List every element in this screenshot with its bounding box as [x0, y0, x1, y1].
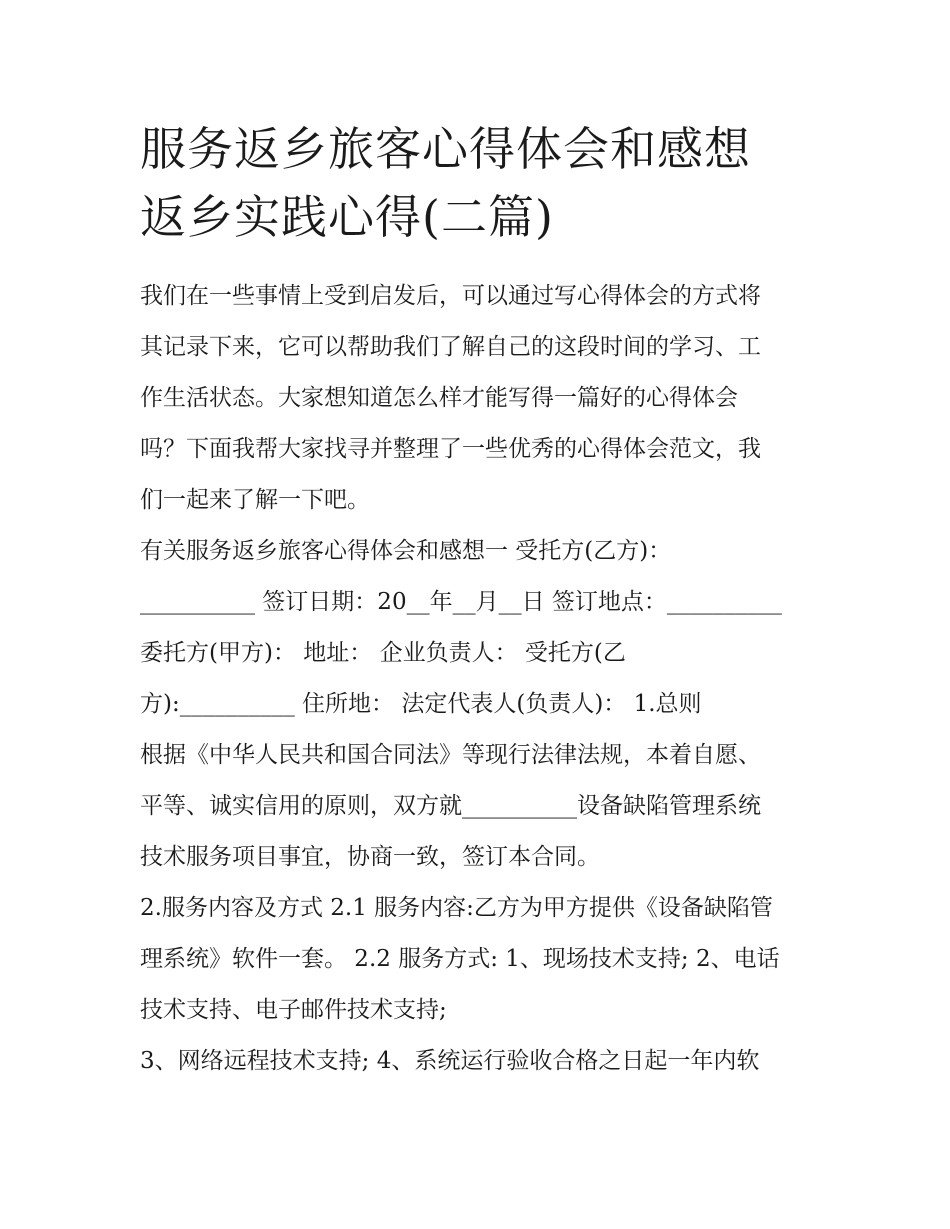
text-line: 方):__________ 住所地： 法定代表人(负责人)： 1.总则: [140, 691, 702, 717]
title-line-2: 返乡实践心得(二篇): [140, 190, 554, 244]
paragraph-contract-parties: [140, 526, 815, 883]
text-line: 委托方(甲方)： 地址： 企业负责人： 受托方(乙: [140, 640, 626, 666]
text-line: 3、网络远程技术支持; 4、系统运行验收合格之日起一年内软: [140, 1048, 760, 1074]
text-line: __________ 签订日期：20__年__月__日 签订地点：__________: [140, 589, 782, 615]
document-body: [140, 271, 815, 1087]
paragraph-intro: [140, 271, 815, 526]
text-line: 们一起来了解一下吧。: [140, 487, 370, 513]
text-line: 作生活状态。大家想知道怎么样才能写得一篇好的心得体会: [140, 385, 738, 411]
text-line: 吗？下面我帮大家找寻并整理了一些优秀的心得体会范文，我: [140, 436, 761, 462]
document-content: [140, 115, 815, 1087]
text-line: 根据《中华人民共和国合同法》等现行法律法规，本着自愿、: [140, 742, 761, 768]
text-line: 技术支持、电子邮件技术支持;: [140, 997, 447, 1023]
paragraph-service-content: [140, 883, 815, 1036]
text-line: 技术服务项目事宜，协商一致，签订本合同。: [140, 844, 600, 870]
text-line: 理系统》软件一套。 2.2 服务方式: 1、现场技术支持; 2、电话: [140, 946, 780, 972]
text-line: 我们在一些事情上受到启发后，可以通过写心得体会的方式将: [140, 283, 761, 309]
paragraph-remote-support: [140, 1036, 815, 1087]
text-line: 2.服务内容及方式 2.1 服务内容:乙方为甲方提供《设备缺陷管: [140, 895, 773, 921]
text-line: 有关服务返乡旅客心得体会和感想一 受托方(乙方)：: [140, 538, 672, 564]
document-title: [140, 115, 815, 251]
text-line: 其记录下来，它可以帮助我们了解自己的这段时间的学习、工: [140, 334, 761, 360]
title-line-1: 服务返乡旅客心得体会和感想: [140, 122, 751, 176]
text-line: 平等、诚实信用的原则，双方就__________设备缺陷管理系统: [140, 793, 761, 819]
